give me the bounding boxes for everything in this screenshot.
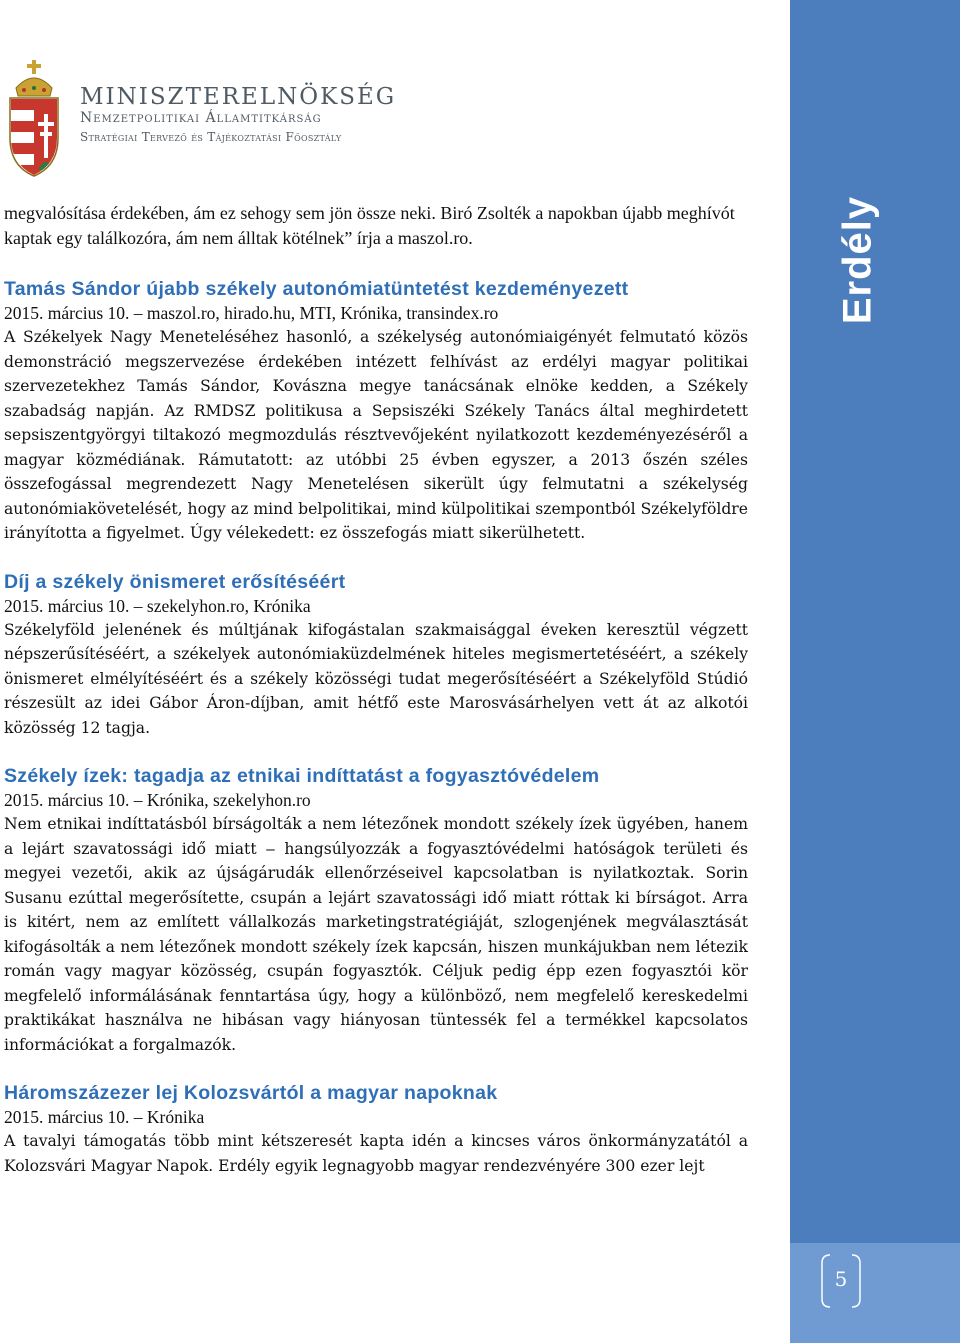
- article: [4, 277, 748, 546]
- hungarian-coat-of-arms-icon: [4, 58, 64, 178]
- article-meta: 2015. március 10. ‒ Krónika: [4, 1107, 205, 1127]
- article-body: Nem etnikai indíttatásból bírságolták a nem létezőnek mondott székely ízek ügyében, hanem a lejárt szavatossági idő miatt ‒ hangsúlyozzák a fogyasztóvédelmi hatóságok területi és megyei vezetői, akik az újságárudák ellenőrzéseivel kapcsolatban is nyilatkoztak. Sorin Susanu ezúttal megerősítette, csupán a lejárt szavatossági idő miatt róttak ki bírságot. Arra is kitért, nem az említett vállalkozás marketingstratégiáját, szlogenjének megválasztását kifogásolták a nem létezőnek mondott székely ízek kapcsán, hiszen munkájukban nem létezik román vagy magyar közösség, csupán fogyasztók. Céljuk pedig épp ezen fogyasztói kör megfelelő informálásának fenntartása úgy, hogy a különböző, nem megfelelő kereskedelmi praktikákat használva ne hibásan vagy hiányosan tüntessék fel a termékkel kapcsolatos információkat a forgalmazók.: [4, 815, 748, 1054]
- logo-subtitle: Nemzetpolitikai Államtitkárság: [80, 110, 322, 126]
- article-meta: 2015. március 10. ‒ szekelyhon.ro, Krónika: [4, 595, 311, 616]
- article-title: Díj a székely önismeret erősítéséért: [4, 570, 346, 593]
- section-label: Erdély: [835, 195, 880, 325]
- intro-paragraph: megvalósítása érdekében, ám ez sehogy sem jön össze neki. Biró Zsolték a napokban újabb meghívót kaptak egy találkozóra, ám nem álltak kötélnek” írja a maszol.ro.: [4, 203, 735, 248]
- article-body: Székelyföld jelenének és múltjának kifogástalan szakmaisággal éveken keresztül végzett népszerűsítéséért, a székelyek autonómiaküzdelmének hiteles megismertetéséért, a székely önismeret elmélyítéséért és a székely közösségi tudat megerősítéséért a Székelyföld Stúdió részesült az idei Gábor Áron-díjban, amit hétfő este Marosvásárhelyen vett át az alkotói közösség 12 tagja.: [4, 620, 748, 737]
- article: [4, 1081, 748, 1178]
- page-number: 5: [834, 1267, 848, 1291]
- document-body: [4, 201, 748, 1178]
- article: [4, 570, 748, 741]
- article-body: A tavalyi támogatás több mint kétszeresét kapta idén a kincses város önkormányzatától a Kolozsvári Magyar Napok. Erdély egyik legnagyobb magyar rendezvényére 300 ezer lejt: [4, 1132, 748, 1175]
- article-title: Székely ízek: tagadja az etnikai indíttatást a fogyasztóvédelem: [4, 765, 600, 787]
- article-meta: 2015. március 10. ‒ maszol.ro, hirado.hu, MTI, Krónika, transindex.ro: [4, 303, 499, 323]
- sidebar-footer-band: [790, 1243, 960, 1343]
- article-title: Háromszázezer lej Kolozsvártól a magyar napoknak: [4, 1082, 498, 1104]
- logo-title: MINISZTERELNÖKSÉG: [80, 84, 397, 110]
- logo-department: Stratégiai Tervező és Tájékoztatási Főosztály: [80, 130, 342, 144]
- article-body: A Székelyek Nagy Meneteléséhez hasonló, a székelység autonómiaigényét felmutató közös demonstráció megszervezése érdekében intézett felhívást az erdélyi magyar politikai szervezetekhez Tamás Sándor, Kovászna megye tanácsának elnöke kedden, a Székely szabadság napján. Az RMDSZ politikusa a Sepsiszéki Székely Tanács által meghirdetett sepsiszentgyörgyi tiltakozó megmozdulás résztvevőjeként nyilatkozott kezdeményezéséről a magyar közmédiának. Rámutatott: az utóbbi 25 évben egyszer, a 2013 őszén széles összefogással megrendezett Nagy Menetelésen sikerült úgy felmutatni a székelység autonómiakövetelését, hogy az mind belpolitikai, mind külpolitikai szempontból Székelyföldre irányította a figyelmet. Úgy vélekedett: ez összefogás miatt sikerülhetett.: [4, 328, 748, 542]
- article-meta: 2015. március 10. ‒ Krónika, szekelyhon.ro: [4, 790, 311, 810]
- article-title: Tamás Sándor újabb székely autonómiatüntetést kezdeményezett: [4, 278, 629, 300]
- article: [4, 764, 748, 1057]
